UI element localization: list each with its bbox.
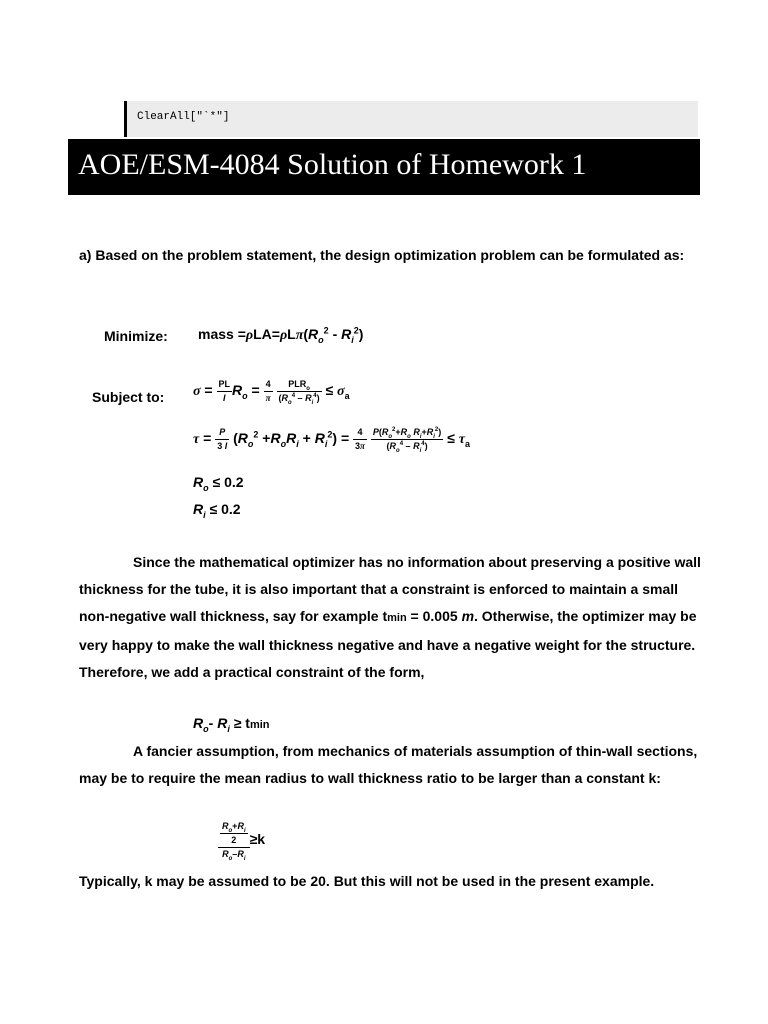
subject-to-label: Subject to: bbox=[92, 389, 165, 405]
tmin-subscript: min bbox=[387, 612, 407, 624]
ro-bound: $R_o \le 0.2$ bbox=[193, 474, 244, 493]
fancier-paragraph: A fancier assumption, from mechanics of materials assumption of thin-wall sections, may be to require the mean radius to wall thickness ratio to be larger than a constant k: bbox=[79, 743, 698, 786]
intro-paragraph: a) Based on the problem statement, the design optimization problem can be formulated as: bbox=[79, 247, 685, 263]
minimize-label: Minimize: bbox=[104, 328, 168, 344]
ro-limit-value: 0.2 bbox=[224, 474, 244, 490]
objective-formula: mass $=\rho LA=\rho L\pi(R_o^2 - R_i^2)$ bbox=[198, 325, 364, 345]
typical-paragraph: Typically, k may be assumed to be 20. But this will not be used in the present example. bbox=[79, 873, 655, 889]
thickness-text-e: . Otherwise, the optimizer may be very happy to make the wall thickness negative and have a negative weight for the structure. Therefore, we add a practical constraint of the form, bbox=[79, 608, 697, 680]
ratio-constraint: $\frac{\frac{R_o+R_i}{2}}{R_o-R_i}$ ≥k bbox=[218, 822, 265, 859]
shear-constraint: τ = $\frac{P}{3 I}$ $(R_o^2 +R_oR_i + R_i^2)$ = $\frac{4}{3\pi}$ $\frac{P(R_o^2+R_o R_i+R_i^2)}{(R_o^4 - R_i^4)}$ ≤ $\tau_a$ bbox=[193, 427, 470, 454]
thickness-text-a: Since the mathematical optimizer has no information about preserving a positive wall thickness for the tube, it is also important that a constraint is enforced to maintain a small non-negative wall thickness, say for example t bbox=[79, 554, 701, 624]
unit-m: m bbox=[461, 608, 475, 624]
ri-limit-value: 0.2 bbox=[221, 501, 241, 517]
title-banner bbox=[68, 139, 700, 195]
input-code-cell[interactable] bbox=[124, 101, 698, 137]
thickness-text-c: = 0.005 bbox=[406, 608, 462, 624]
code-text: ClearAll["`*"] bbox=[137, 111, 230, 123]
thickness-paragraph bbox=[79, 549, 704, 686]
stress-constraint: σ = $\frac{PL}{I}$ $R_o$ = $\frac{4}{\pi}$ $\frac{PLR_o}{(R_o^4 - R_i^4)}$ ≤ $\sigma_a$ bbox=[193, 379, 350, 406]
page-title: AOE/ESM-4084 Solution of Homework 1 bbox=[78, 148, 587, 181]
thickness-constraint: $R_o-$ $R_i \ge tmin$ bbox=[193, 715, 270, 734]
ri-bound: $R_i \le 0.2$ bbox=[193, 501, 241, 520]
